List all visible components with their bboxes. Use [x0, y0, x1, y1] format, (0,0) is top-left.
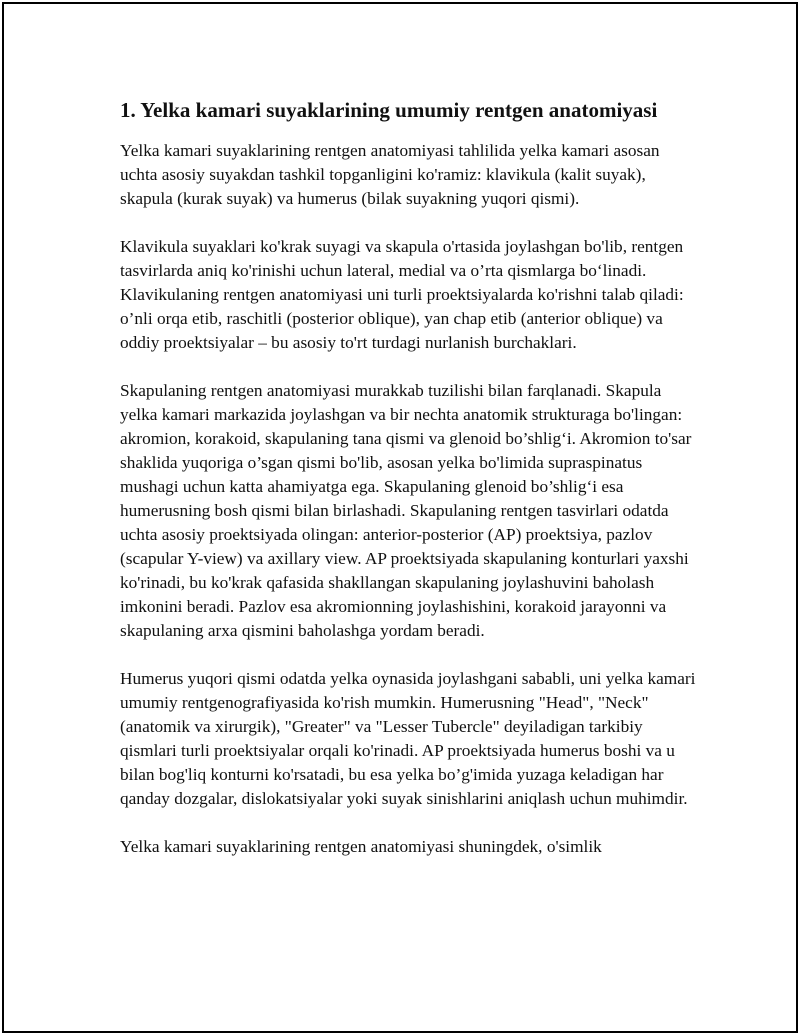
- paragraph-humerus: Humerus yuqori qismi odatda yelka oynasida joylashgani sababli, uni yelka kamari umumiy rentgenografiyasida ko'rish mumkin. Humerusning "Head", "Neck" (anatomik va xirurgik), "Greater" va "Lesser Tubercle" deyiladigan tarkibiy qismlari turli proektsiyalar orqali ko'rinadi. AP proektsiyada humerus boshi va u bilan bog'liq konturni ko'rsatadi, bu esa yelka bo’g'imida yuzaga keladigan har qanday dozgalar, dislokatsiyalar yoki suyak sinishlarini aniqlash uchun muhimdir.: [120, 669, 696, 808]
- section-heading: 1. Yelka kamari suyaklarining umumiy rentgen anatomiyasi: [120, 98, 658, 122]
- document-page: [2, 2, 798, 1033]
- paragraph-scapula: Skapulaning rentgen anatomiyasi murakkab tuzilishi bilan farqlanadi. Skapula yelka kamari markazida joylashgan va bir nechta anatomik strukturaga bo'lingan: akromion, korakoid, skapulaning tana qismi va glenoid bo’shlig‘i. Akromion to'sar shaklida yuqoriga o’sgan qismi bo'lib, asosan yelka bo'limida supraspinatus mushagi uchun katta ahamiyatga ega. Skapulaning glenoid bo’shlig‘i esa humerusning bosh qismi bilan birlashadi. Skapulaning rentgen tasvirlari odatda uchta asosiy proektsiyada olingan: anterior-posterior (AP) proektsiya, pazlov (scapular Y-view) va axillary view. AP proektsiyada skapulaning konturlari yaxshi ko'rinadi, bu ko'krak qafasida shakllangan skapulaning joylashuvini baholash imkonini beradi. Pazlov esa akromionning joylashishini, korakoid jarayonni va skapulaning arxa qismini baholashga yordam beradi.: [120, 381, 692, 640]
- paragraph-clavicle: Klavikula suyaklari ko'krak suyagi va skapula o'rtasida joylashgan bo'lib, rentgen tasvirlarda aniq ko'rinishi uchun lateral, medial va o’rta qismlarga bo‘linadi. Klavikulaning rentgen anatomiyasi uni turli proektsiyalarda ko'rishni talab qiladi: o’nli orqa etib, raschitli (posterior oblique), yan chap etib (anterior oblique) va oddiy proektsiyalar – bu asosiy to'rt turdagi nurlanish burchaklari.: [120, 237, 684, 352]
- paragraph-intro: Yelka kamari suyaklarining rentgen anatomiyasi tahlilida yelka kamari asosan uchta asosiy suyakdan tashkil topganligini ko'ramiz: klavikula (kalit suyak), skapula (kurak suyak) va humerus (bilak suyakning yuqori qismi).: [120, 141, 660, 208]
- document-content: [120, 95, 700, 883]
- paragraph-continued: Yelka kamari suyaklarining rentgen anatomiyasi shuningdek, o'simlik: [120, 837, 602, 856]
